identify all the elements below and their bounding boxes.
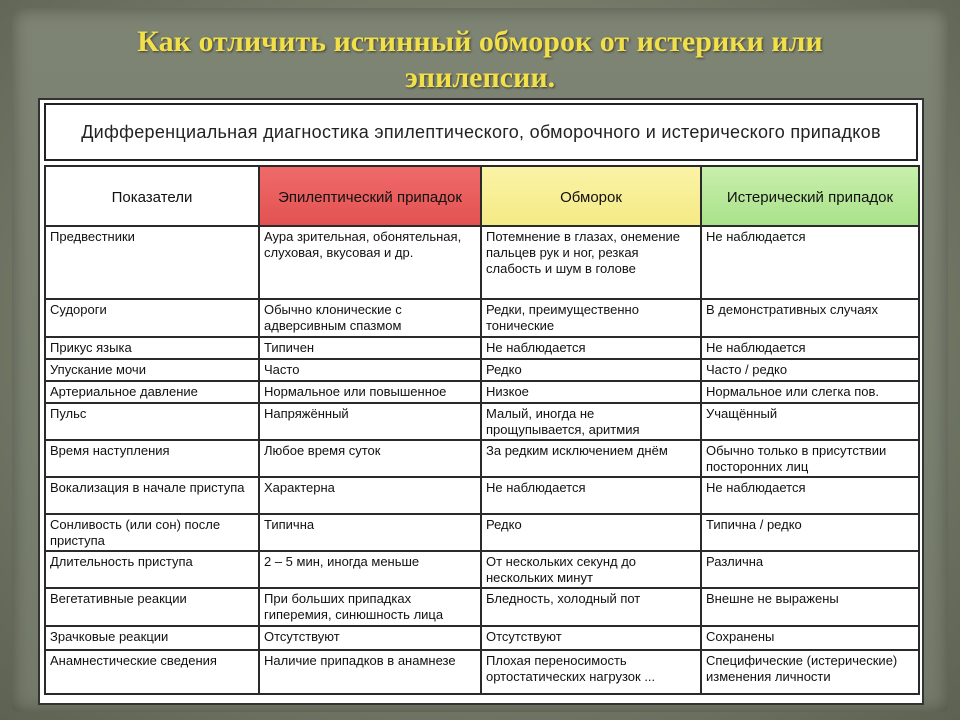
cell-hysterical: Различна: [701, 551, 919, 588]
cell-epileptic: Аура зрительная, обонятельная, слуховая, вкусовая и др.: [259, 226, 481, 299]
cell-epileptic: При больших припадках гиперемия, синюшность лица: [259, 588, 481, 626]
cell-indicator: Вегетативные реакции: [45, 588, 259, 626]
cell-hysterical: Учащённый: [701, 403, 919, 440]
cell-epileptic: Типичен: [259, 337, 481, 359]
cell-faint: От нескольких секунд до нескольких минут: [481, 551, 701, 588]
cell-indicator: Вокализация в начале приступа: [45, 477, 259, 514]
cell-indicator: Предвестники: [45, 226, 259, 299]
cell-hysterical: Сохранены: [701, 626, 919, 650]
cell-epileptic: Наличие припадков в анамнезе: [259, 650, 481, 694]
table-row: [45, 650, 919, 694]
cell-faint: Плохая переносимость ортостатических нагрузок ...: [481, 650, 701, 694]
table-row: [45, 299, 919, 337]
cell-indicator: Длительность приступа: [45, 551, 259, 588]
cell-faint: Не наблюдается: [481, 337, 701, 359]
cell-indicator: Анамнестические сведения: [45, 650, 259, 694]
cell-indicator: Пульс: [45, 403, 259, 440]
cell-indicator: Зрачковые реакции: [45, 626, 259, 650]
cell-faint: Потемнение в глазах, онемение пальцев рук и ног, резкая слабость и шум в голове: [481, 226, 701, 299]
table-row: [45, 588, 919, 626]
cell-epileptic: Нормальное или повышенное: [259, 381, 481, 403]
cell-epileptic: 2 – 5 мин, иногда меньше: [259, 551, 481, 588]
cell-epileptic: Любое время суток: [259, 440, 481, 477]
cell-hysterical: Типична / редко: [701, 514, 919, 551]
cell-faint: Не наблюдается: [481, 477, 701, 514]
table-row: [45, 337, 919, 359]
table-row: [45, 359, 919, 381]
cell-indicator: Артериальное давление: [45, 381, 259, 403]
cell-hysterical: Часто / редко: [701, 359, 919, 381]
table-row: [45, 477, 919, 514]
cell-faint: Отсутствуют: [481, 626, 701, 650]
cell-indicator: Упускание мочи: [45, 359, 259, 381]
cell-hysterical: Не наблюдается: [701, 337, 919, 359]
cell-indicator: Судороги: [45, 299, 259, 337]
diagnosis-table: [44, 165, 920, 695]
cell-faint: За редким исключением днём: [481, 440, 701, 477]
cell-hysterical: В демонстративных случаях: [701, 299, 919, 337]
cell-epileptic: Напряжённый: [259, 403, 481, 440]
cell-faint: Редки, преимущественно тонические: [481, 299, 701, 337]
cell-hysterical: Нормальное или слегка пов.: [701, 381, 919, 403]
cell-hysterical: Не наблюдается: [701, 226, 919, 299]
cell-hysterical: Не наблюдается: [701, 477, 919, 514]
cell-hysterical: Специфические (истерические) изменения личности: [701, 650, 919, 694]
cell-hysterical: Внешне не выражены: [701, 588, 919, 626]
column-header-epileptic: Эпилептический припадок: [259, 166, 481, 226]
column-header-faint: Обморок: [481, 166, 701, 226]
slide-title: Как отличить истинный обморок от истерики или эпилепсии.: [137, 25, 823, 94]
cell-epileptic: Типична: [259, 514, 481, 551]
column-header-indicators: Показатели: [45, 166, 259, 226]
table-row: [45, 381, 919, 403]
cell-epileptic: Характерна: [259, 477, 481, 514]
column-header-hysterical: Истерический припадок: [701, 166, 919, 226]
cell-hysterical: Обычно только в присутствии посторонних лиц: [701, 440, 919, 477]
cell-indicator: Время наступления: [45, 440, 259, 477]
table-row: [45, 626, 919, 650]
table-row: [45, 403, 919, 440]
cell-epileptic: Обычно клонические с адверсивным спазмом: [259, 299, 481, 337]
table-row: [45, 551, 919, 588]
table-row: [45, 440, 919, 477]
cell-epileptic: Часто: [259, 359, 481, 381]
table-header-row: [45, 166, 919, 226]
cell-epileptic: Отсутствуют: [259, 626, 481, 650]
cell-faint: Малый, иногда не прощупывается, аритмия: [481, 403, 701, 440]
table-row: [45, 514, 919, 551]
table-row: [45, 226, 919, 299]
cell-indicator: Сонливость (или сон) после приступа: [45, 514, 259, 551]
cell-faint: Бледность, холодный пот: [481, 588, 701, 626]
cell-faint: Редко: [481, 514, 701, 551]
table-heading: Дифференциальная диагностика эпилептического, обморочного и истерического припадков: [44, 103, 918, 161]
cell-indicator: Прикус языка: [45, 337, 259, 359]
cell-faint: Редко: [481, 359, 701, 381]
cell-faint: Низкое: [481, 381, 701, 403]
